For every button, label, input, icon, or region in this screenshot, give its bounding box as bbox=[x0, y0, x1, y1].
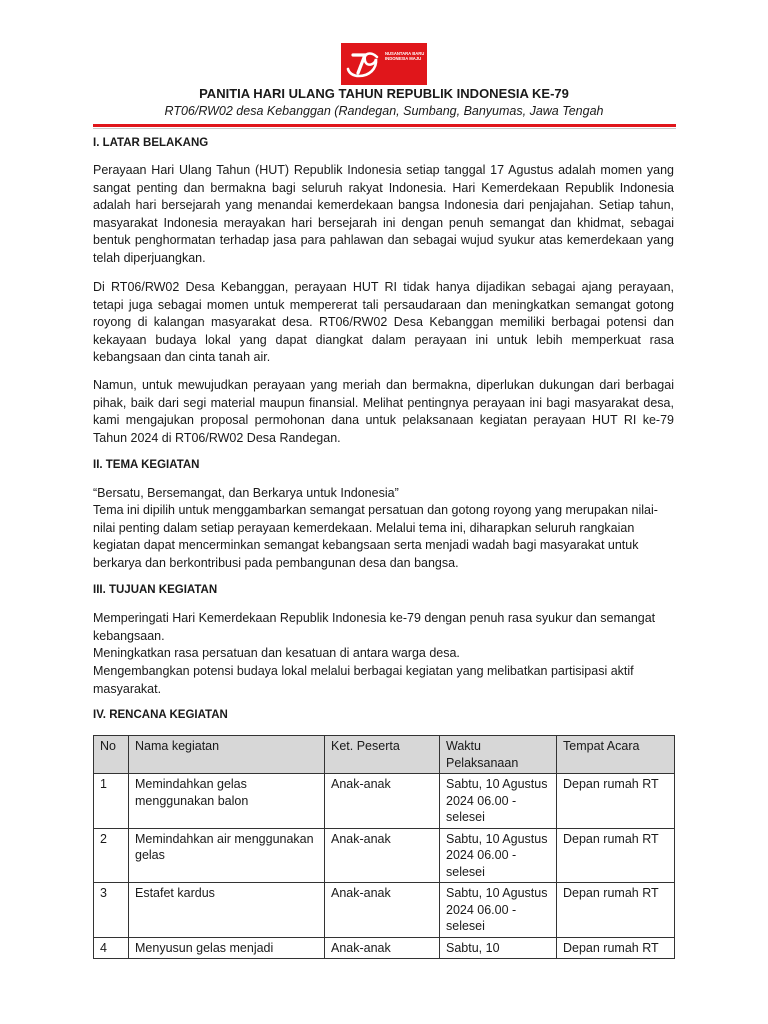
table-row bbox=[94, 883, 675, 938]
cell-peserta: Anak-anak bbox=[325, 883, 440, 938]
header-no: No bbox=[94, 736, 129, 774]
hut-79-logo-icon bbox=[341, 43, 385, 85]
cell-tempat: Depan rumah RT bbox=[557, 774, 675, 829]
hut-79-logo bbox=[341, 43, 427, 85]
cell-waktu: Sabtu, 10 Agustus 2024 06.00 - selesei bbox=[440, 828, 557, 883]
theme-description: Tema ini dipilih untuk menggambarkan semangat persatuan dan gotong royong yang merupakan nilai-nilai penting dalam setiap perayaan kemerdekaan. Melalui tema ini, diharapkan seluruh rangkaian kegiatan dapat mencerminkan semangat kebangsaan serta menjadi wadah bagi masyarakat untuk berkarya dan berkontribusi pada pembangunan desa dan bangsa. bbox=[93, 503, 658, 570]
header-waktu: Waktu Pelaksanaan bbox=[440, 736, 557, 774]
cell-nama: Memindahkan air menggunakan gelas bbox=[129, 828, 325, 883]
activity-table bbox=[93, 735, 675, 959]
cell-waktu: Sabtu, 10 Agustus 2024 06.00 - selesei bbox=[440, 883, 557, 938]
cell-no: 2 bbox=[94, 828, 129, 883]
paragraph-2: Di RT06/RW02 Desa Kebanggan, perayaan HUT RI tidak hanya dijadikan sebagai ajang perayaan, tetapi juga sebagai momen untuk mempererat tali persaudaraan dan meningkatkan semangat gotong royong di kalangan masyarakat desa. RT06/RW02 Desa Kebanggan memiliki berbagai potensi dan kekayaan budaya lokal yang dapat diangkat dalam perayaan ini untuk lebih memperkuat rasa kebangsaan dan cinta tanah air. bbox=[93, 280, 674, 364]
cell-nama: Memindahkan gelas menggunakan balon bbox=[129, 774, 325, 829]
table-row bbox=[94, 774, 675, 829]
cell-tempat: Depan rumah RT bbox=[557, 828, 675, 883]
header-ket-peserta: Ket. Peserta bbox=[325, 736, 440, 774]
cell-no: 1 bbox=[94, 774, 129, 829]
cell-waktu: Sabtu, 10 bbox=[440, 937, 557, 959]
header-divider-red bbox=[93, 124, 676, 127]
cell-waktu: Sabtu, 10 Agustus 2024 06.00 - selesei bbox=[440, 774, 557, 829]
section-heading-latar-belakang: I. LATAR BELAKANG bbox=[93, 137, 209, 149]
table-row bbox=[94, 937, 675, 959]
logo-text: NUSANTARA BARU INDONESIA MAJU bbox=[385, 51, 425, 61]
goal-3: Mengembangkan potensi budaya lokal melalui berbagai kegiatan yang melibatkan partisipasi aktif masyarakat. bbox=[93, 664, 634, 696]
header-divider-grey bbox=[93, 128, 676, 129]
table-header-row bbox=[94, 736, 675, 774]
cell-peserta: Anak-anak bbox=[325, 828, 440, 883]
paragraph-3: Namun, untuk mewujudkan perayaan yang meriah dan bermakna, diperlukan dukungan dari berbagai pihak, baik dari segi material maupun finansial. Melihat pentingnya perayaan ini bagi masyarakat desa, kami mengajukan proposal permohonan dana untuk pelaksanaan kegiatan perayaan HUT RI ke-79 Tahun 2024 di RT06/RW02 Desa Randegan. bbox=[93, 378, 674, 445]
cell-peserta: Anak-anak bbox=[325, 774, 440, 829]
cell-no: 4 bbox=[94, 937, 129, 959]
cell-nama: Estafet kardus bbox=[129, 883, 325, 938]
cell-tempat: Depan rumah RT bbox=[557, 883, 675, 938]
goal-1: Memperingati Hari Kemerdekaan Republik Indonesia ke-79 dengan penuh rasa syukur dan semangat kebangsaan. bbox=[93, 611, 656, 643]
paragraph-1: Perayaan Hari Ulang Tahun (HUT) Republik Indonesia setiap tanggal 17 Agustus adalah momen yang sangat penting dan bermakna bagi seluruh rakyat Indonesia. Hari Kemerdekaan Republik Indonesia adalah hari bersejarah yang menandai kemerdekaan bangsa Indonesia dari penjajahan. Setiap tahun, masyarakat Indonesia merayakan hari bersejarah ini dengan penuh semangat dan khidmat, sebagai bentuk penghormatan terhadap jasa para pahlawan dan sebagai wujud syukur atas kemerdekaan yang telah diperjuangkan. bbox=[93, 163, 674, 265]
section-heading-rencana: IV. RENCANA KEGIATAN bbox=[93, 709, 228, 721]
cell-nama: Menyusun gelas menjadi bbox=[129, 937, 325, 959]
goal-2: Meningkatkan rasa persatuan dan kesatuan di antara warga desa. bbox=[93, 646, 460, 660]
table-row bbox=[94, 828, 675, 883]
cell-no: 3 bbox=[94, 883, 129, 938]
cell-tempat: Depan rumah RT bbox=[557, 937, 675, 959]
document-title: PANITIA HARI ULANG TAHUN REPUBLIK INDONESIA KE-79 bbox=[199, 86, 569, 101]
section-heading-tujuan: III. TUJUAN KEGIATAN bbox=[93, 584, 218, 596]
document-subtitle: RT06/RW02 desa Kebanggan (Randegan, Sumbang, Banyumas, Jawa Tengah bbox=[164, 104, 604, 118]
theme-quote: “Bersatu, Bersemangat, dan Berkarya untuk Indonesia” bbox=[93, 486, 399, 500]
header-tempat: Tempat Acara bbox=[557, 736, 675, 774]
cell-peserta: Anak-anak bbox=[325, 937, 440, 959]
section-heading-tema: II. TEMA KEGIATAN bbox=[93, 459, 200, 471]
header-nama-kegiatan: Nama kegiatan bbox=[129, 736, 325, 774]
